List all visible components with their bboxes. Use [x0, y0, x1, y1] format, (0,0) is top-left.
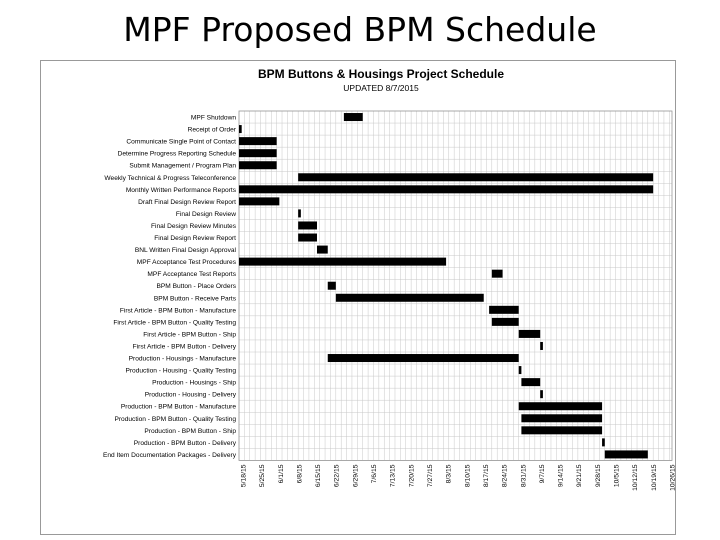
task-bar [521, 426, 602, 434]
x-tick-label: 9/7/15 [538, 464, 546, 484]
x-tick-label: 10/5/15 [613, 464, 621, 488]
task-bar [540, 342, 543, 350]
task-labels [103, 115, 237, 459]
task-label: Production - Housings - Manufacture [128, 355, 236, 363]
task-bar [344, 113, 363, 121]
gantt-chart-frame [40, 60, 676, 535]
x-tick-label: 9/21/15 [576, 464, 584, 488]
task-label: First Article - BPM Button - Delivery [132, 343, 236, 351]
task-label: Monthly Written Performance Reports [125, 186, 236, 194]
x-tick-label: 5/18/15 [240, 464, 248, 488]
x-tick-label: 7/27/15 [427, 464, 435, 488]
x-tick-label: 6/22/15 [333, 464, 341, 488]
task-bar [492, 318, 519, 326]
x-tick-label: 6/15/15 [315, 464, 323, 488]
task-label: BPM Button - Place Orders [156, 283, 236, 291]
task-bar [317, 246, 328, 254]
task-label: Final Design Review Minutes [150, 222, 236, 230]
x-tick-label: 7/20/15 [408, 464, 416, 488]
task-label: Determine Progress Reporting Schedule [117, 150, 236, 158]
x-tick-label: 10/26/15 [669, 464, 677, 491]
task-label: Production - Housing - Delivery [144, 391, 236, 399]
x-tick-label: 6/29/15 [352, 464, 360, 488]
task-label: First Article - BPM Button - Manufacture [119, 307, 236, 315]
task-label: Production - BPM Button - Delivery [133, 439, 236, 447]
task-bar [298, 209, 301, 217]
x-tick-label: 10/19/15 [650, 464, 658, 491]
grid-layer [239, 111, 672, 460]
task-label: Communicate Single Point of Contact [126, 138, 236, 146]
task-bar [298, 234, 317, 242]
x-tick-label: 6/1/15 [277, 464, 285, 484]
task-bar [328, 354, 519, 362]
task-bar [298, 173, 653, 181]
task-label: BNL Written Final Design Approval [134, 247, 236, 255]
x-tick-label: 9/14/15 [557, 464, 565, 488]
task-label: Production - BPM Button - Manufacture [120, 403, 236, 411]
task-bar [239, 137, 277, 145]
task-label: Final Design Review [175, 210, 236, 218]
x-tick-label: 5/25/15 [259, 464, 267, 488]
chart-title: BPM Buttons & Housings Project Schedule [257, 67, 505, 81]
task-label: Receipt of Order [187, 126, 236, 134]
x-tick-label: 8/3/15 [445, 464, 453, 484]
task-bar [239, 197, 279, 205]
task-label: Production - BPM Button - Quality Testing [114, 415, 236, 423]
task-label: Production - Housing - Quality Testing [125, 367, 236, 375]
task-bar [492, 270, 503, 278]
task-label: Production - Housings - Ship [152, 379, 236, 387]
x-tick-label: 6/8/15 [296, 464, 304, 484]
gantt-chart [41, 61, 675, 534]
task-bar [239, 161, 277, 169]
task-bar [298, 221, 317, 229]
task-bar [521, 414, 602, 422]
task-bar [519, 366, 522, 374]
task-label: Submit Management / Program Plan [129, 162, 236, 170]
task-bar [239, 258, 446, 266]
task-label: MPF Acceptance Test Reports [147, 271, 236, 279]
x-tick-label: 9/28/15 [594, 464, 602, 488]
task-bar [519, 330, 541, 338]
task-label: Weekly Technical & Progress Teleconference [104, 174, 236, 182]
task-label: First Article - BPM Button - Ship [143, 331, 236, 339]
task-bar [540, 390, 543, 398]
task-label: First Article - BPM Button - Quality Testing [113, 319, 236, 327]
task-bar [521, 378, 540, 386]
x-tick-label: 8/10/15 [464, 464, 472, 488]
task-bar [489, 306, 519, 314]
task-label: BPM Button - Receive Parts [153, 295, 236, 303]
task-bar [605, 450, 648, 458]
x-tick-label: 7/13/15 [389, 464, 397, 488]
task-label: MPF Acceptance Test Procedures [136, 259, 236, 267]
task-bar [239, 125, 242, 133]
task-label: End Item Documentation Packages - Delivery [102, 451, 236, 459]
task-bar [602, 438, 605, 446]
slide-title: MPF Proposed BPM Schedule [123, 10, 597, 49]
task-label: MPF Shutdown [190, 114, 236, 122]
x-tick-label: 8/17/15 [482, 464, 490, 488]
task-bar [336, 294, 484, 302]
task-bars [239, 113, 653, 458]
x-tick-label: 8/24/15 [501, 464, 509, 488]
task-label: Production - BPM Button - Ship [144, 427, 236, 435]
task-bar [328, 282, 336, 290]
x-tick-label: 7/6/15 [371, 464, 379, 484]
task-bar [239, 185, 653, 193]
task-bar [519, 402, 602, 410]
x-tick-label: 8/31/15 [520, 464, 528, 488]
x-tick-label: 10/12/15 [632, 464, 640, 491]
task-label: Draft Final Design Review Report [138, 198, 236, 206]
plot-border [239, 111, 672, 460]
task-label: Final Design Review Report [154, 235, 236, 243]
chart-subtitle: UPDATED 8/7/2015 [343, 83, 419, 93]
x-axis-ticks [241, 464, 677, 491]
task-bar [239, 149, 277, 157]
